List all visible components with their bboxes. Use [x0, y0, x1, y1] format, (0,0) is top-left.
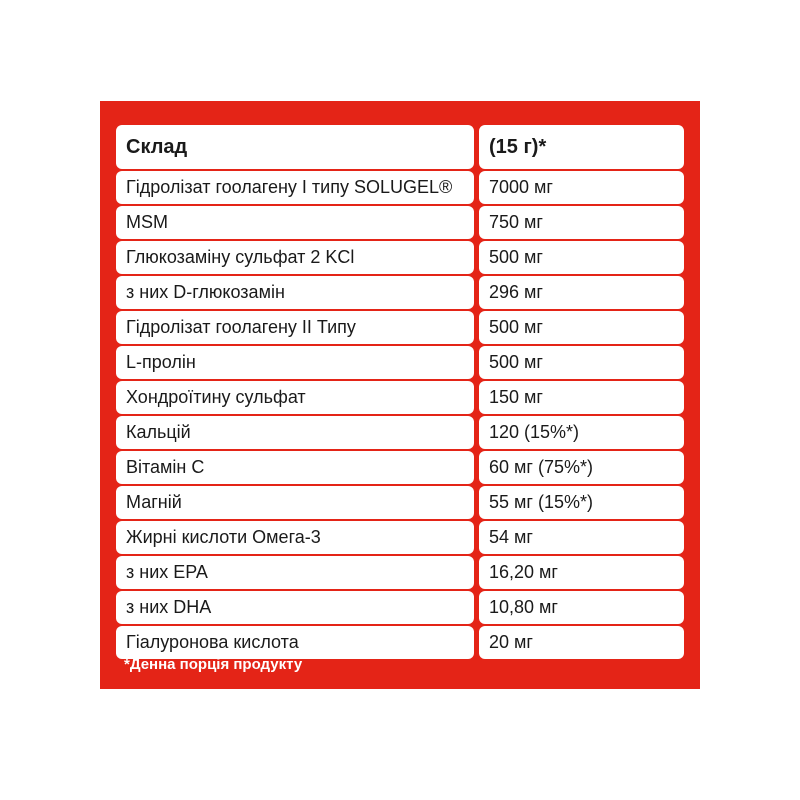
- table-row: [116, 556, 684, 589]
- ingredient-name: з них DHA: [116, 591, 474, 624]
- ingredient-name: Магній: [116, 486, 474, 519]
- table-row: [116, 241, 684, 274]
- table-row: [116, 276, 684, 309]
- ingredient-amount: 500 мг: [479, 346, 684, 379]
- table-row: [116, 311, 684, 344]
- ingredient-amount: 60 мг (75%*): [479, 451, 684, 484]
- table-row: [116, 171, 684, 204]
- ingredient-amount: 120 (15%*): [479, 416, 684, 449]
- header-composition: Склад: [116, 125, 474, 169]
- ingredient-name: Глюкозаміну сульфат 2 KCl: [116, 241, 474, 274]
- ingredient-amount: 7000 мг: [479, 171, 684, 204]
- table-row: [116, 381, 684, 414]
- ingredient-name: Гіалуронова кислота: [116, 626, 474, 659]
- table-row: [116, 451, 684, 484]
- table-row: [116, 416, 684, 449]
- ingredient-name: MSM: [116, 206, 474, 239]
- ingredient-amount: 500 мг: [479, 311, 684, 344]
- table-row: [116, 626, 684, 659]
- ingredient-name: Хондроїтину сульфат: [116, 381, 474, 414]
- ingredient-amount: 10,80 мг: [479, 591, 684, 624]
- table-row: [116, 346, 684, 379]
- table-row: [116, 591, 684, 624]
- ingredient-name: Вітамін С: [116, 451, 474, 484]
- ingredient-amount: 55 мг (15%*): [479, 486, 684, 519]
- ingredient-amount: 296 мг: [479, 276, 684, 309]
- composition-table: [116, 125, 684, 661]
- ingredient-name: з них D-глюкозамін: [116, 276, 474, 309]
- ingredient-amount: 16,20 мг: [479, 556, 684, 589]
- table-row: [116, 521, 684, 554]
- table-header-row: [116, 125, 684, 169]
- ingredient-name: Жирні кислоти Омега-3: [116, 521, 474, 554]
- ingredient-amount: 150 мг: [479, 381, 684, 414]
- ingredient-name: Гідролізат гоолагену I типу SOLUGEL®: [116, 171, 474, 204]
- table-row: [116, 486, 684, 519]
- ingredient-amount: 750 мг: [479, 206, 684, 239]
- daily-serving-footnote: *Денна порція продукту: [124, 656, 303, 673]
- nutrition-panel: [100, 101, 700, 689]
- header-serving: (15 г)*: [479, 125, 684, 169]
- ingredient-name: з них EPA: [116, 556, 474, 589]
- table-row: [116, 206, 684, 239]
- ingredient-name: L-пролін: [116, 346, 474, 379]
- ingredient-name: Гідролізат гоолагену II Типу: [116, 311, 474, 344]
- ingredient-name: Кальцій: [116, 416, 474, 449]
- ingredient-amount: 20 мг: [479, 626, 684, 659]
- ingredient-amount: 500 мг: [479, 241, 684, 274]
- ingredient-amount: 54 мг: [479, 521, 684, 554]
